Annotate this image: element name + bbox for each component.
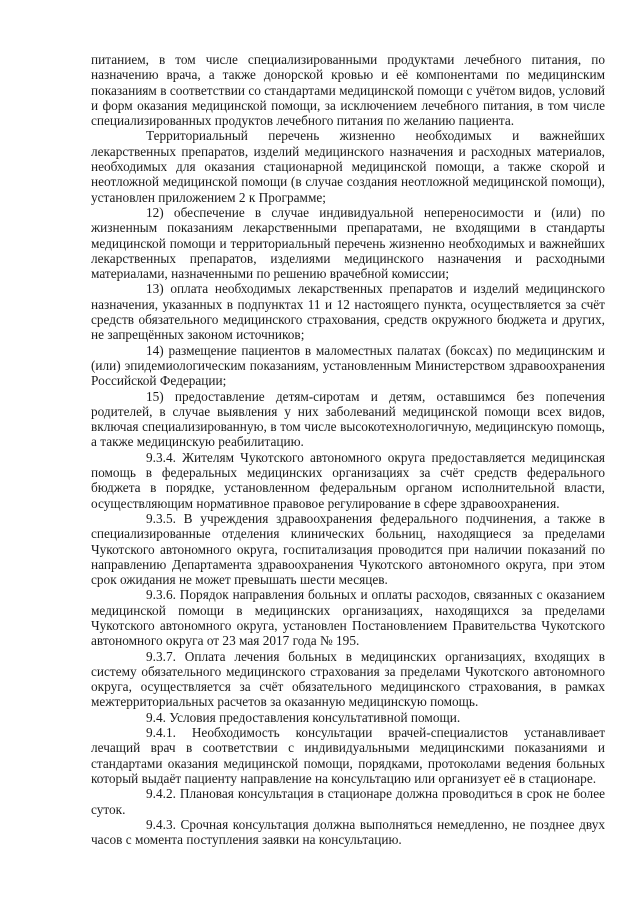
paragraph: 13) оплата необходимых лекарственных препаратов и изделий медицинского назначения, указанных в подпунктах 11 и 12 настоящего пункта, осуществляется за счёт средств обязательного медицинского страхования, средств окружного бюджета и других, не запрещённых законом источников; [91,281,605,343]
document-body [91,52,605,847]
paragraph: 12) обеспечение в случае индивидуальной непереносимости и (или) по жизненным показаниям лекарственными препаратами, не входящими в стандарты медицинской помощи и территориальный перечень жизненно необходимых и важнейших лекарственных препаратов, изделиями медицинского назначения и расходными материалами, назначенными по решению врачебной комиссии; [91,204,605,282]
paragraph: 9.3.7. Оплата лечения больных в медицинских организациях, входящих в систему обязательного медицинского страхования за пределами Чукотского автономного округа, осуществляется за счёт обязательного медицинского страхования, в рамках межтерриториальных расчетов за оказанную медицинскую помощь. [91,648,605,710]
paragraph: 15) предоставление детям-сиротам и детям, оставшимся без попечения родителей, в случае выявления у них заболеваний медицинской помощи всех видов, включая специализированную, в том числе высокотехнологичную, медицинскую помощь, а также медицинскую реабилитацию. [91,388,605,450]
paragraph: 9.3.5. В учреждения здравоохранения федерального подчинения, а также в специализированные отделения клинических больниц, находящиеся за пределами Чукотского автономного округа, госпитализация проводится при наличии показаний по направлению Департамента здравоохранения Чукотского автономного округа, при этом срок ожидания не может превышать шести месяцев. [91,510,605,588]
paragraph: 9.4.2. Плановая консультация в стационаре должна проводиться в срок не более суток. [91,786,605,817]
paragraph: 9.3.4. Жителям Чукотского автономного округа предоставляется медицинская помощь в федеральных медицинских организациях за счёт средств федерального бюджета в порядке, установленном федеральным органом исполнительной власти, осуществляющим нормативное правовое регулирование в сфере здравоохранения. [91,449,605,511]
paragraph: 9.4.3. Срочная консультация должна выполняться немедленно, не позднее двух часов с момента поступления заявки на консультацию. [91,816,605,848]
paragraph: 9.3.6. Порядок направления больных и оплаты расходов, связанных с оказанием медицинской помощи в медицинских организациях, находящихся за пределами Чукотского автономного округа, установлен Постановлением Правительства Чукотского автономного округа от 23 мая 2017 года № 195. [91,587,605,649]
paragraph: Территориальный перечень жизненно необходимых и важнейших лекарственных препаратов, изделий медицинского назначения и расходных материалов, необходимых для оказания стационарной медицинской помощи, а также скорой и неотложной медицинской помощи (в случае создания неотложной медицинской помощи), установлен приложением 2 к Программе; [91,128,605,205]
paragraph: питанием, в том числе специализированными продуктами лечебного питания, по назначению врача, а также донорской кровью и её компонентами по медицинским показаниям в соответствии со стандартами медицинской помощи с учётом видов, условий и форм оказания медицинской помощи, за исключением лечебного питания, в том числе специализированных продуктов лечебного питания по желанию пациента. [91,52,605,129]
paragraph: 14) размещение пациентов в маломестных палатах (боксах) по медицинским и (или) эпидемиологическим показаниям, установленным Министерством здравоохранения Российской Федерации; [91,342,605,389]
paragraph: 9.4. Условия предоставления консультативной помощи. [146,709,461,725]
paragraph: 9.4.1. Необходимость консультации врачей-специалистов устанавливает лечащий врач в соответствии с индивидуальными медицинскими показаниями и стандартами оказания медицинской помощи, порядками, протоколами ведения больных который выдаёт пациенту направление на консультацию или организует её в стационаре. [91,725,605,786]
